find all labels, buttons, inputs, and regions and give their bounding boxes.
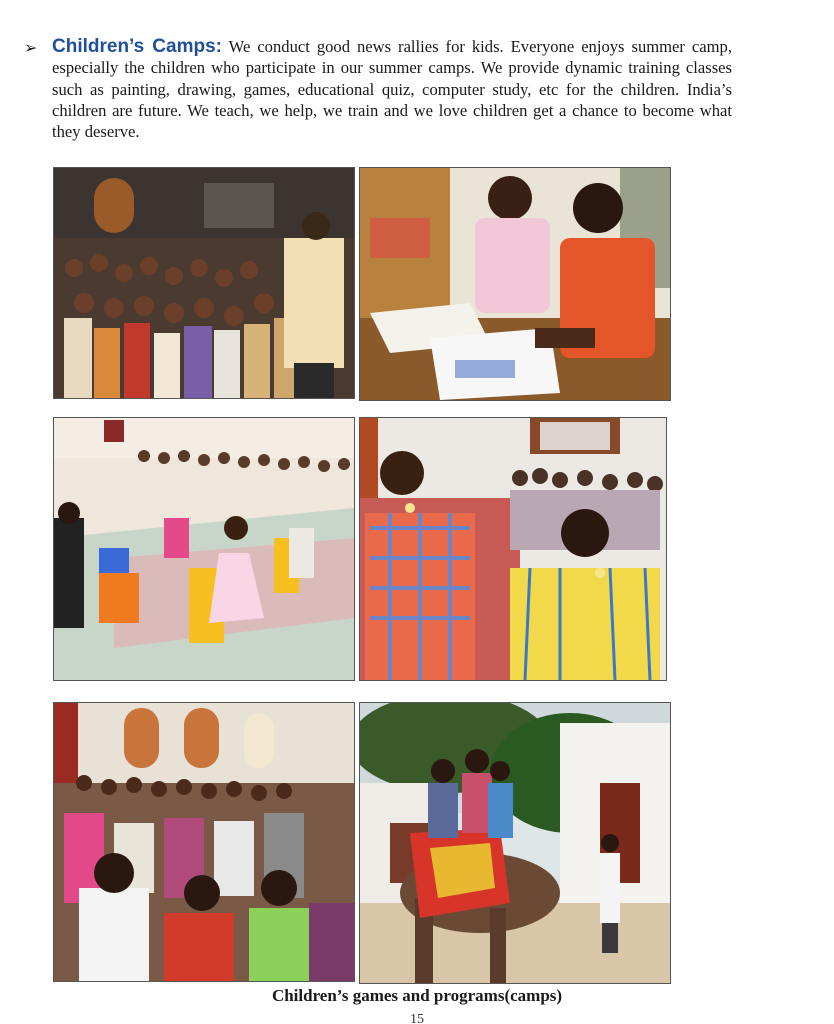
photo-seated-children xyxy=(54,703,354,981)
photo-camel-ride xyxy=(360,703,670,983)
photo-caption: Children’s games and programs(camps) xyxy=(271,986,563,1005)
photo-musical-chairs xyxy=(54,418,354,680)
photo-spoon-race xyxy=(360,418,666,680)
camps-paragraph xyxy=(52,36,732,142)
photo-girls-drawing xyxy=(360,168,670,400)
page-number: 15 xyxy=(410,1012,424,1024)
section-heading: Children’s Camps: xyxy=(52,36,222,57)
section-body: We conduct good news rallies for kids. Everyone enjoys summer camp, especially the children who participate in our summer camps. We provide dynamic training classes such as painting, drawing, games, educational quiz, computer study, etc for the children. India’s children are future. We teach, we help, we train and we love children get a chance to become what they deserve. xyxy=(52,37,732,142)
arrow-bullet-icon: ➢ xyxy=(24,38,38,57)
photo-kids-gathering xyxy=(54,168,354,398)
